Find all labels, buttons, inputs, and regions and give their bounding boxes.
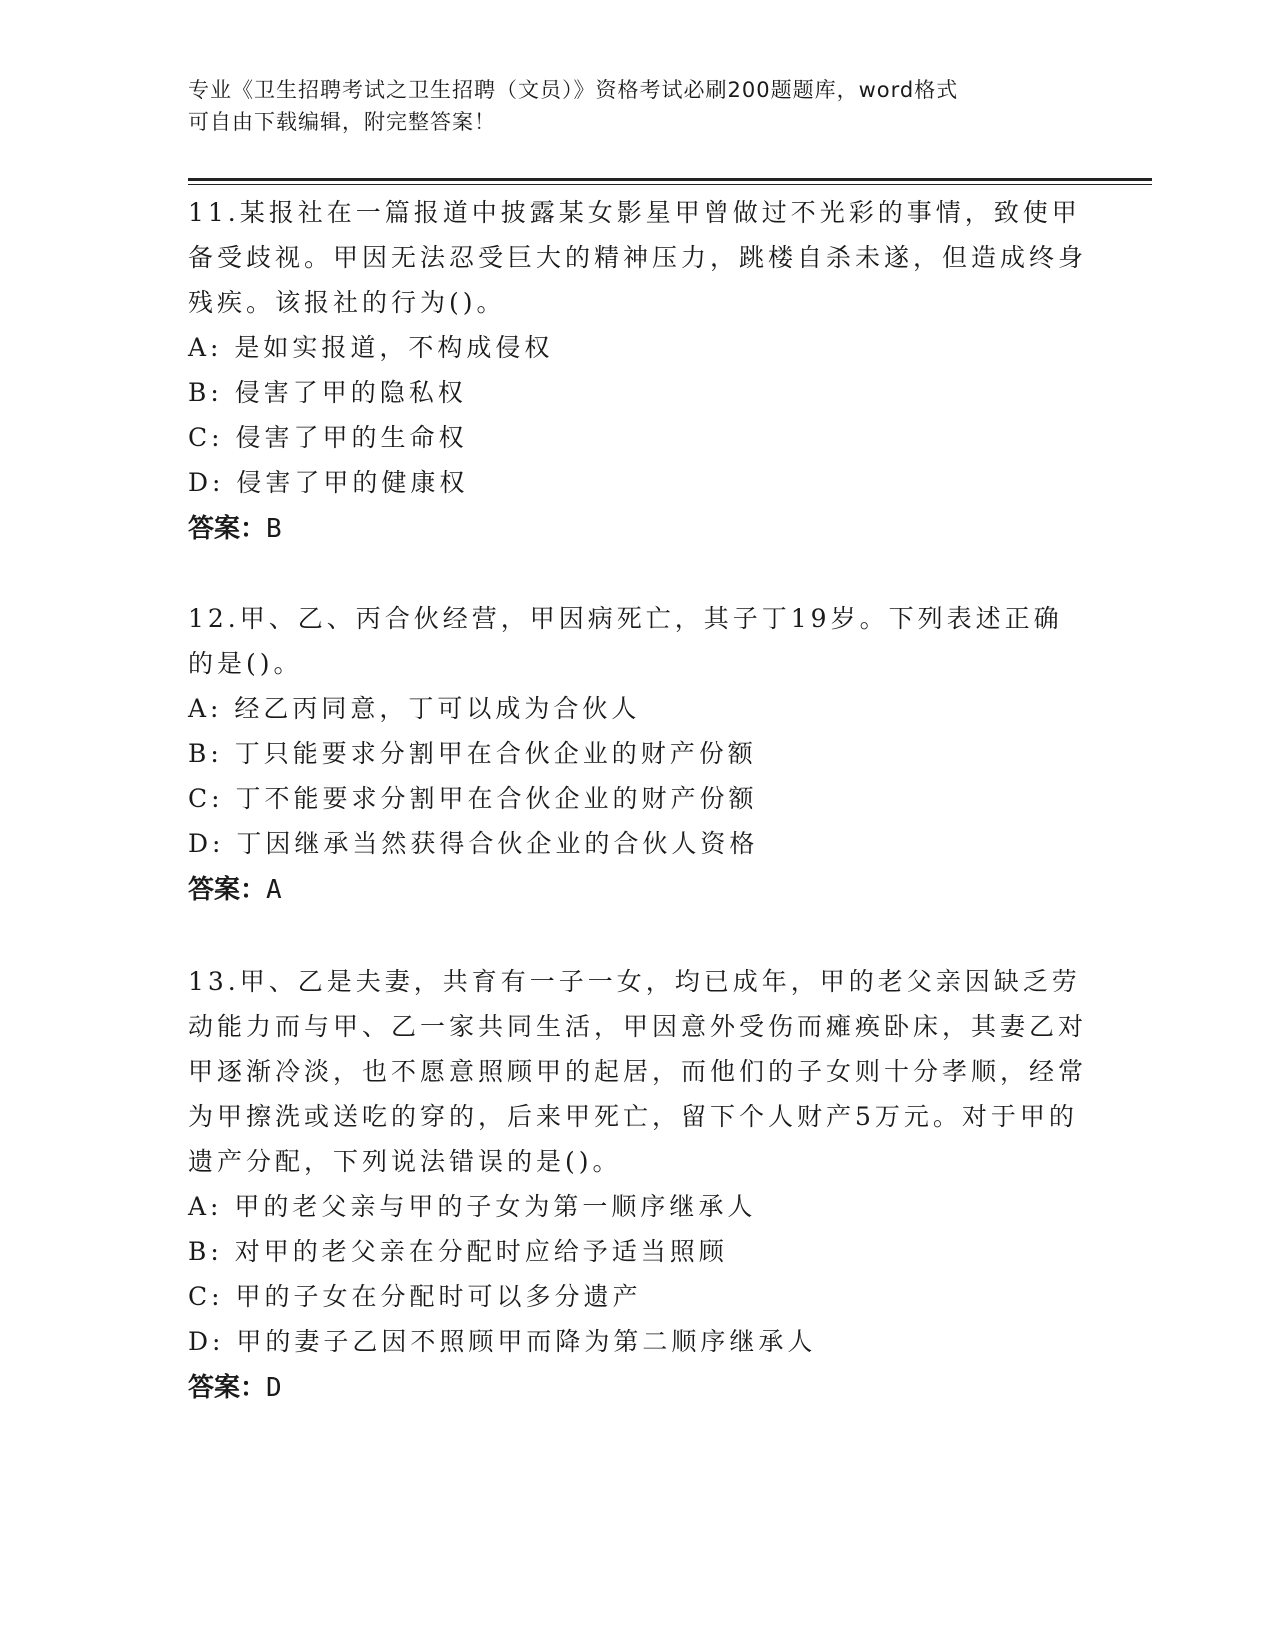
question-12 xyxy=(188,596,1088,913)
answer-line xyxy=(188,1365,1088,1411)
answer-value: B xyxy=(266,514,282,544)
option-c: C: 侵害了甲的生命权 xyxy=(188,423,468,452)
answer-label: 答案： xyxy=(188,514,267,544)
header-subtitle-line: 可自由下载编辑，附完整答案！ xyxy=(188,110,496,134)
option-a: A: 是如实报道，不构成侵权 xyxy=(188,333,554,362)
answer-line xyxy=(188,867,1088,913)
answer-value: A xyxy=(266,875,282,905)
document-header xyxy=(188,74,1068,138)
option-c: C: 甲的子女在分配时可以多分遗产 xyxy=(188,1282,642,1311)
option-d: D: 侵害了甲的健康权 xyxy=(188,468,469,497)
header-title-line: 专业《卫生招聘考试之卫生招聘（文员）》资格考试必刷200题题库，word格式 xyxy=(188,78,959,102)
option-d: D: 甲的妻子乙因不照顾甲而降为第二顺序继承人 xyxy=(188,1327,817,1356)
option-b: B: 侵害了甲的隐私权 xyxy=(188,378,467,407)
question-stem: 11.某报社在一篇报道中披露某女影星甲曾做过不光彩的事情，致使甲备受歧视。甲因无法忍受巨大的精神压力，跳楼自杀未遂，但造成终身残疾。该报社的行为()。 xyxy=(188,198,1088,317)
answer-label: 答案： xyxy=(188,875,267,905)
answer-value: D xyxy=(266,1373,282,1403)
header-divider-thin xyxy=(188,184,1152,185)
question-13 xyxy=(188,959,1088,1411)
answer-line xyxy=(188,506,1088,552)
option-b: B: 对甲的老父亲在分配时应给予适当照顾 xyxy=(188,1237,728,1266)
option-a: A: 经乙丙同意，丁可以成为合伙人 xyxy=(188,694,641,723)
option-c: C: 丁不能要求分割甲在合伙企业的财产份额 xyxy=(188,784,758,813)
question-stem: 12.甲、乙、丙合伙经营，甲因病死亡，其子丁19岁。下列表述正确的是()。 xyxy=(188,604,1063,678)
question-11 xyxy=(188,190,1088,552)
option-a: A: 甲的老父亲与甲的子女为第一顺序继承人 xyxy=(188,1192,757,1221)
option-d: D: 丁因继承当然获得合伙企业的合伙人资格 xyxy=(188,829,759,858)
header-divider-thick xyxy=(188,178,1152,181)
option-b: B: 丁只能要求分割甲在合伙企业的财产份额 xyxy=(188,739,757,768)
question-stem: 13.甲、乙是夫妻，共育有一子一女，均已成年，甲的老父亲因缺乏劳动能力而与甲、乙一家共同生活，甲因意外受伤而瘫痪卧床，其妻乙对甲逐渐冷淡，也不愿意照顾甲的起居，而他们的子女则十分孝顺，经常为甲擦洗或送吃的穿的，后来甲死亡，留下个人财产5万元。对于甲的遗产分配，下列说法错误的是()。 xyxy=(188,967,1088,1176)
answer-label: 答案： xyxy=(188,1373,267,1403)
